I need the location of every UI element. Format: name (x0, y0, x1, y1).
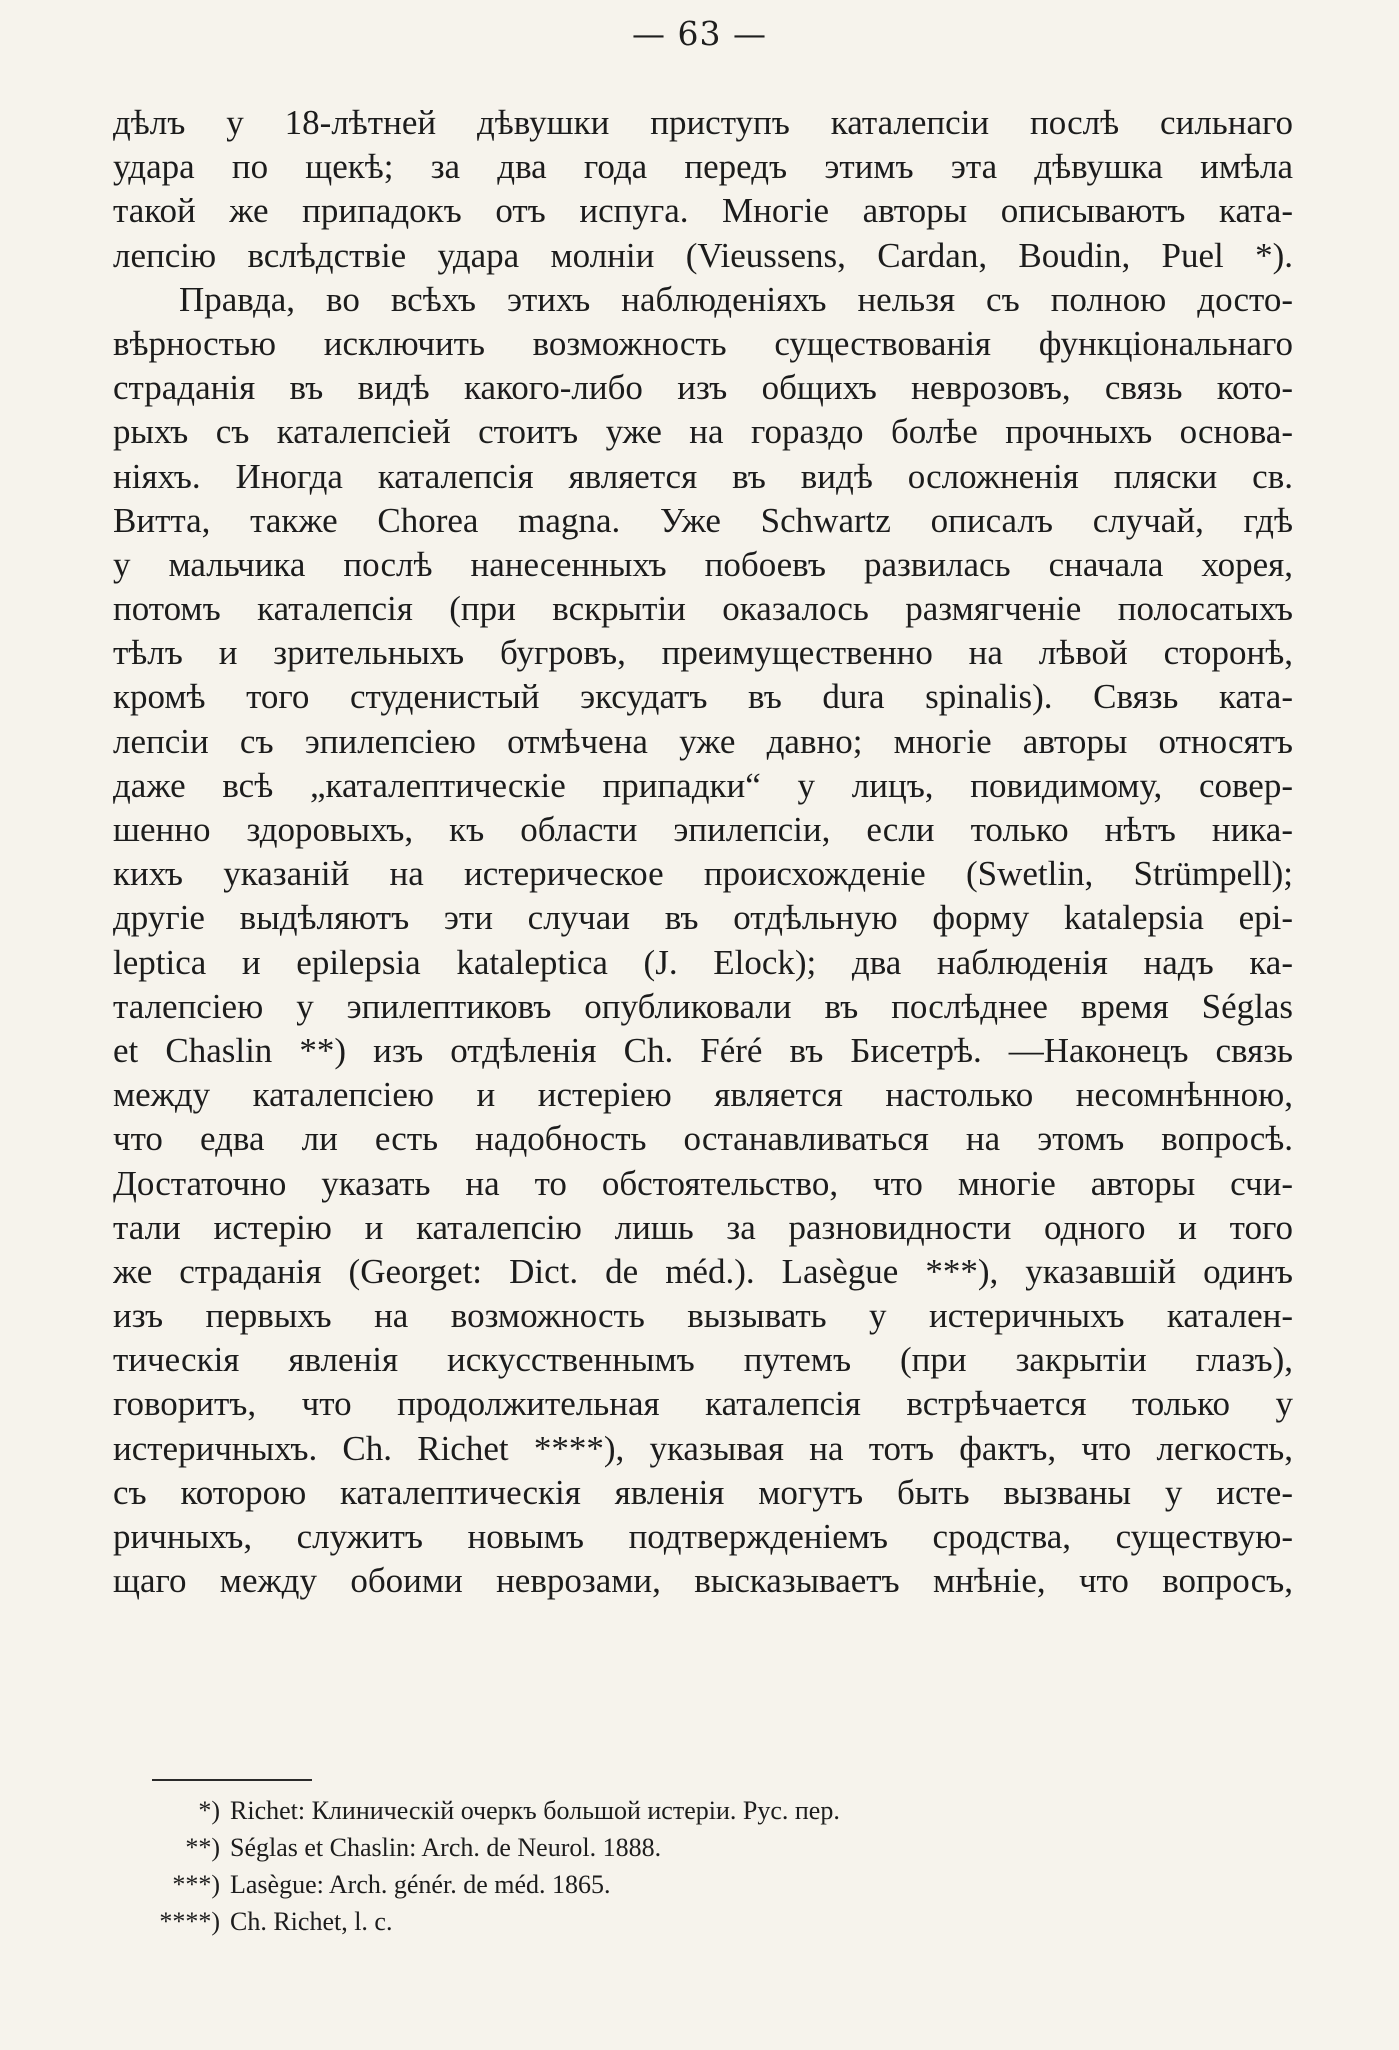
text-line: даже всѣ „каталептическіе припадки“ у лицъ, повидимому, совер- (113, 765, 1293, 805)
text-line: Правда, во всѣхъ этихъ наблюденіяхъ нельзя съ полною досто- (179, 279, 1293, 319)
text-line: кихъ указаній на истерическое происхожденіе (Swetlin, Strümpell); (113, 854, 1293, 894)
text-line: лепсіи съ эпилепсіею отмѣчена уже давно; многіе авторы относятъ (113, 721, 1293, 761)
text-line: лепсію вслѣдствіе удара молніи (Vieussens, Cardan, Boudin, Puel *). (113, 235, 1293, 275)
text-line: у мальчика послѣ нанесенныхъ побоевъ развилась сначала хорея, (113, 544, 1293, 584)
text-line: что едва ли есть надобность останавливаться на этомъ вопросѣ. (113, 1119, 1293, 1159)
text-line: удара по щекѣ; за два года передъ этимъ эта дѣвушка имѣла (113, 147, 1293, 187)
page-number: — 63 — (632, 14, 767, 53)
text-line: Витта, также Chorea magna. Уже Schwartz описалъ случай, гдѣ (113, 500, 1293, 540)
text-line: leptica и epilepsia kataleptica (J. Elock); два наблюденія надъ ка- (113, 942, 1293, 982)
footnote (140, 1829, 1140, 1866)
text-line: ніяхъ. Иногда каталепсія является въ видѣ осложненія пляски св. (113, 456, 1293, 496)
footnote-text: Ch. Richet, l. c. (230, 1907, 393, 1936)
footnote-text: Richet: Клиническій очеркъ большой истеріи. Рус. пер. (230, 1796, 840, 1825)
text-line: же страданія (Georget: Dict. de méd.). Lasègue ***), указавшій одинъ (113, 1251, 1293, 1291)
text-line: говоритъ, что продолжительная каталепсія встрѣчается только у (113, 1384, 1293, 1424)
text-line: шенно здоровыхъ, къ области эпилепсіи, если только нѣтъ ника- (113, 810, 1293, 849)
text-line: щаго между обоими неврозами, высказываетъ мнѣніе, что вопросъ, (113, 1561, 1293, 1601)
text-line: другіе выдѣляютъ эти случаи въ отдѣльную форму katalepsia epi- (113, 898, 1293, 938)
text-line: страданія въ видѣ какого-либо изъ общихъ неврозовъ, связь кото- (113, 368, 1293, 408)
text-line: рыхъ съ каталепсіей стоитъ уже на гораздо болѣе прочныхъ основа- (113, 412, 1293, 452)
text-line: такой же припадокъ отъ испуга. Многіе авторы описываютъ ката- (113, 191, 1293, 231)
footnote-text: Séglas et Chaslin: Arch. de Neurol. 1888. (230, 1833, 662, 1862)
text-line: вѣрностью исключить возможность существованія функціональнаго (113, 323, 1293, 363)
text-line: изъ первыхъ на возможность вызывать у истеричныхъ катален- (113, 1296, 1293, 1336)
text-line: Достаточно указать на то обстоятельство, что многіе авторы счи- (113, 1163, 1293, 1203)
text-line: потомъ каталепсія (при вскрытіи оказалось размягченіе полосатыхъ (113, 589, 1293, 629)
text-line: ричныхъ, служитъ новымъ подтвержденіемъ сродства, существую- (113, 1517, 1293, 1556)
footnote (140, 1903, 1140, 1940)
footnote-mark: **) (185, 1833, 220, 1862)
footnotes (140, 1792, 1140, 1940)
footnote-mark: ****) (159, 1907, 220, 1936)
text-line: кромѣ того студенистый эксудатъ въ dura spinalis). Связь ката- (113, 677, 1293, 717)
text-line: et Chaslin **) изъ отдѣленія Ch. Féré въ Бисетрѣ. —Наконецъ связь (113, 1030, 1293, 1070)
footnote (140, 1792, 1140, 1829)
text-line: тическія явленія искусственнымъ путемъ (при закрытіи глазъ), (113, 1340, 1293, 1380)
text-line: съ которою каталептическія явленія могутъ быть вызваны у исте- (113, 1472, 1293, 1512)
text-line: дѣлъ у 18-лѣтней дѣвушки приступъ каталепсіи послѣ сильнаго (113, 103, 1293, 142)
text-line: талепсіею у эпилептиковъ опубликовали въ послѣднее время Séglas (113, 986, 1293, 1026)
footnote-rule (152, 1779, 312, 1781)
footnote-text: Lasègue: Arch. génér. de méd. 1865. (230, 1870, 611, 1899)
body-text (113, 101, 1293, 1603)
footnote-mark: *) (198, 1796, 220, 1825)
text-line: тали истерію и каталепсію лишь за разновидности одного и того (113, 1207, 1293, 1247)
text-line: между каталепсіею и истеріею является настолько несомнѣнною, (113, 1075, 1293, 1115)
footnote-mark: ***) (172, 1870, 220, 1899)
text-line: тѣлъ и зрительныхъ бугровъ, преимущественно на лѣвой сторонѣ, (113, 633, 1293, 673)
text-line: истеричныхъ. Ch. Richet ****), указывая на тотъ фактъ, что легкость, (113, 1428, 1293, 1468)
footnote (140, 1866, 1140, 1903)
